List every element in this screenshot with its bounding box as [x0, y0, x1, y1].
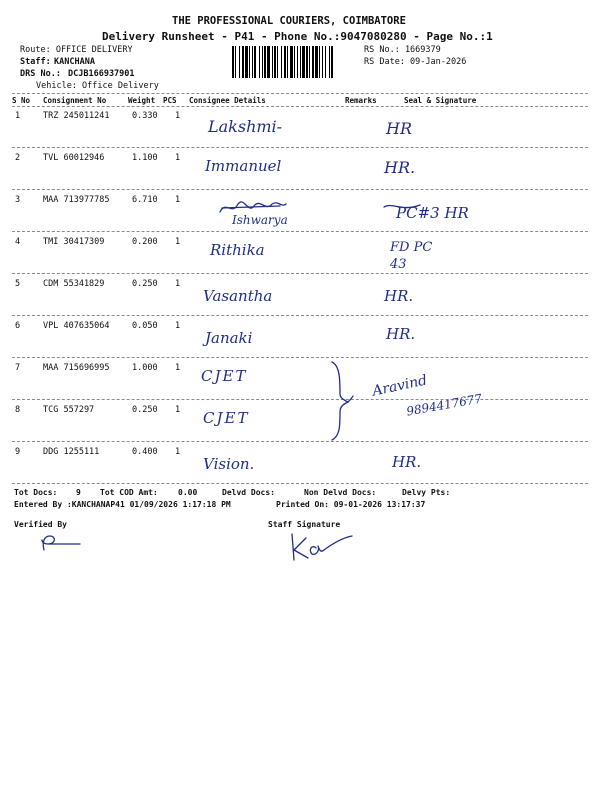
- barcode-bar: [235, 46, 236, 78]
- row-sno: 7: [15, 363, 21, 373]
- col-consignee: Consignee Details: [189, 96, 266, 105]
- tot-docs-value: 9: [76, 488, 81, 497]
- table-row: [0, 237, 600, 277]
- non-delvd-docs: Non Delvd Docs:: [304, 488, 377, 497]
- header-top-rule: [12, 93, 588, 94]
- barcode-bar: [290, 46, 293, 78]
- row-seal: HR.: [384, 287, 414, 305]
- barcode-bar: [281, 46, 282, 78]
- header-bottom-rule: [12, 106, 588, 107]
- row-consignee: Ishwarya: [232, 213, 288, 227]
- scribble-strike: [218, 198, 288, 218]
- bracket-mark: [326, 360, 356, 442]
- table-row: [0, 363, 600, 403]
- row-sno: 5: [15, 279, 21, 289]
- col-seal: Seal & Signature: [404, 96, 477, 105]
- row-rule: [12, 357, 588, 358]
- table-row: [0, 111, 600, 151]
- row-consignee: Vision.: [203, 455, 255, 473]
- staff-label: Staff:: [20, 57, 51, 67]
- barcode-bar: [306, 46, 308, 78]
- verifier-signature: [34, 532, 84, 554]
- row-sno: 3: [15, 195, 21, 205]
- row-sno: 1: [15, 111, 21, 121]
- row-consignee: Rithika: [210, 241, 265, 259]
- barcode-bar: [315, 46, 318, 78]
- vehicle-text: Vehicle: Office Delivery: [36, 81, 159, 91]
- entered-by: Entered By :KANCHANAP41 01/09/2026 1:17:18 PM: [14, 500, 231, 509]
- row-rule: [12, 315, 588, 316]
- row-weight: 0.250: [132, 405, 158, 415]
- tot-docs-label: Tot Docs:: [14, 488, 58, 497]
- rs-number: RS No.: 1669379: [364, 45, 441, 55]
- row-weight: 6.710: [132, 195, 158, 205]
- barcode-bar: [302, 46, 305, 78]
- group-signature-phone: 9894417677: [405, 391, 483, 419]
- barcode-bar: [287, 46, 288, 78]
- drs-label: DRS No.:: [20, 69, 61, 79]
- row-pcs: 1: [175, 195, 181, 205]
- barcode-bar: [249, 46, 250, 78]
- barcode-bar: [267, 46, 270, 78]
- delvd-docs: Delvd Docs:: [222, 488, 275, 497]
- row-sno: 4: [15, 237, 21, 247]
- row-weight: 0.330: [132, 111, 158, 121]
- group-signature-name: Aravind: [370, 372, 429, 400]
- row-consignee: CJET: [203, 409, 250, 427]
- row-consignee: CJET: [201, 367, 248, 385]
- barcode-bar: [254, 46, 256, 78]
- row-consignment: DDG 1255111: [43, 447, 100, 457]
- barcode-bar: [309, 46, 310, 78]
- row-consignment: TCG 557297: [43, 405, 95, 415]
- barcode: [232, 46, 358, 78]
- barcode-bar: [277, 46, 278, 78]
- barcode-bar: [262, 46, 263, 78]
- table-row: [0, 321, 600, 361]
- row-weight: 0.200: [132, 237, 158, 247]
- row-seal: HR.: [384, 158, 416, 177]
- tot-cod-value: 0.00: [178, 488, 198, 497]
- route-text: Route: OFFICE DELIVERY: [20, 45, 133, 55]
- row-consignment: TMI 30417309: [43, 237, 105, 247]
- row-pcs: 1: [175, 279, 181, 289]
- barcode-bar: [264, 46, 266, 78]
- row-pcs: 1: [175, 363, 181, 373]
- row-sno: 2: [15, 153, 21, 163]
- row-consignee: Vasantha: [203, 287, 273, 305]
- table-row: [0, 447, 600, 487]
- barcode-bar: [297, 46, 298, 78]
- row-weight: 1.000: [132, 363, 158, 373]
- barcode-bar: [329, 46, 330, 78]
- printed-on: Printed On: 09-01-2026 13:17:37: [276, 500, 426, 509]
- barcode-bar: [272, 46, 273, 78]
- barcode-bar: [242, 46, 244, 78]
- row-pcs: 1: [175, 405, 181, 415]
- col-consignment: Consignment No: [43, 96, 107, 105]
- row-rule: [12, 147, 588, 148]
- staff-signature: [286, 530, 356, 564]
- row-weight: 0.400: [132, 447, 158, 457]
- barcode-bar: [245, 46, 248, 78]
- rs-date: RS Date: 09-Jan-2026: [364, 57, 467, 67]
- row-sno: 8: [15, 405, 21, 415]
- staff-signature-label: Staff Signature: [268, 520, 341, 529]
- barcode-bar: [274, 46, 276, 78]
- row-consignee: Immanuel: [205, 157, 282, 175]
- row-seal: HR: [386, 119, 412, 138]
- barcode-bar: [319, 46, 320, 78]
- row-consignment: VPL 407635064: [43, 321, 110, 331]
- row-consignment: CDM 55341829: [43, 279, 105, 289]
- barcode-bar: [322, 46, 323, 78]
- delvy-pts: Delvy Pts:: [402, 488, 451, 497]
- row-pcs: 1: [175, 321, 181, 331]
- col-remarks: Remarks: [345, 96, 377, 105]
- row-consignment: MAA 713977785: [43, 195, 110, 205]
- barcode-bar: [300, 46, 301, 78]
- table-row: [0, 405, 600, 445]
- tot-cod-label: Tot COD Amt:: [100, 488, 158, 497]
- barcode-bar: [284, 46, 286, 78]
- col-weight: Weight: [128, 96, 156, 105]
- row-pcs: 1: [175, 447, 181, 457]
- row-pcs: 1: [175, 153, 181, 163]
- row-weight: 1.100: [132, 153, 158, 163]
- row-weight: 0.250: [132, 279, 158, 289]
- row-rule: [12, 273, 588, 274]
- row-rule: [12, 189, 588, 190]
- row-rule: [12, 399, 588, 400]
- row-pcs: 1: [175, 237, 181, 247]
- fd-strike: [382, 200, 422, 214]
- row-consignment: TRZ 245011241: [43, 111, 110, 121]
- barcode-bar: [331, 46, 333, 78]
- table-row: [0, 279, 600, 319]
- row-seal: HR.: [392, 453, 422, 471]
- barcode-bar: [294, 46, 295, 78]
- col-sno: S No: [12, 96, 31, 105]
- table-row: [0, 153, 600, 193]
- col-pcs: PCS: [163, 96, 177, 105]
- row-rule: [12, 483, 588, 484]
- verified-by-label: Verified By: [14, 520, 67, 529]
- staff-value: KANCHANA: [54, 57, 95, 67]
- row-rule: [12, 441, 588, 442]
- barcode-bar: [239, 46, 240, 78]
- table-row: [0, 195, 600, 235]
- row-sno: 9: [15, 447, 21, 457]
- row-consignment: TVL 60012946: [43, 153, 105, 163]
- company-title: THE PROFESSIONAL COURIERS, COIMBATORE: [172, 15, 406, 27]
- row-sno: 6: [15, 321, 21, 331]
- barcode-bar: [259, 46, 260, 78]
- barcode-bar: [232, 46, 234, 78]
- runsheet-title: Delivery Runsheet - P41 - Phone No.:9047080280 - Page No.:1: [102, 30, 493, 43]
- row-consignment: MAA 715696995: [43, 363, 110, 373]
- row-pcs: 1: [175, 111, 181, 121]
- drs-value: DCJB166937901: [68, 69, 135, 79]
- row-consignee: Janaki: [205, 329, 253, 347]
- row-consignee: Lakshmi-: [208, 117, 283, 136]
- row-seal: HR.: [386, 325, 416, 343]
- row-weight: 0.050: [132, 321, 158, 331]
- row-rule: [12, 231, 588, 232]
- barcode-bar: [252, 46, 253, 78]
- row-seal: FD PC 43: [390, 240, 433, 272]
- barcode-bar: [312, 46, 314, 78]
- barcode-bar: [325, 46, 326, 78]
- row-seal: PC#3 HR: [396, 204, 469, 222]
